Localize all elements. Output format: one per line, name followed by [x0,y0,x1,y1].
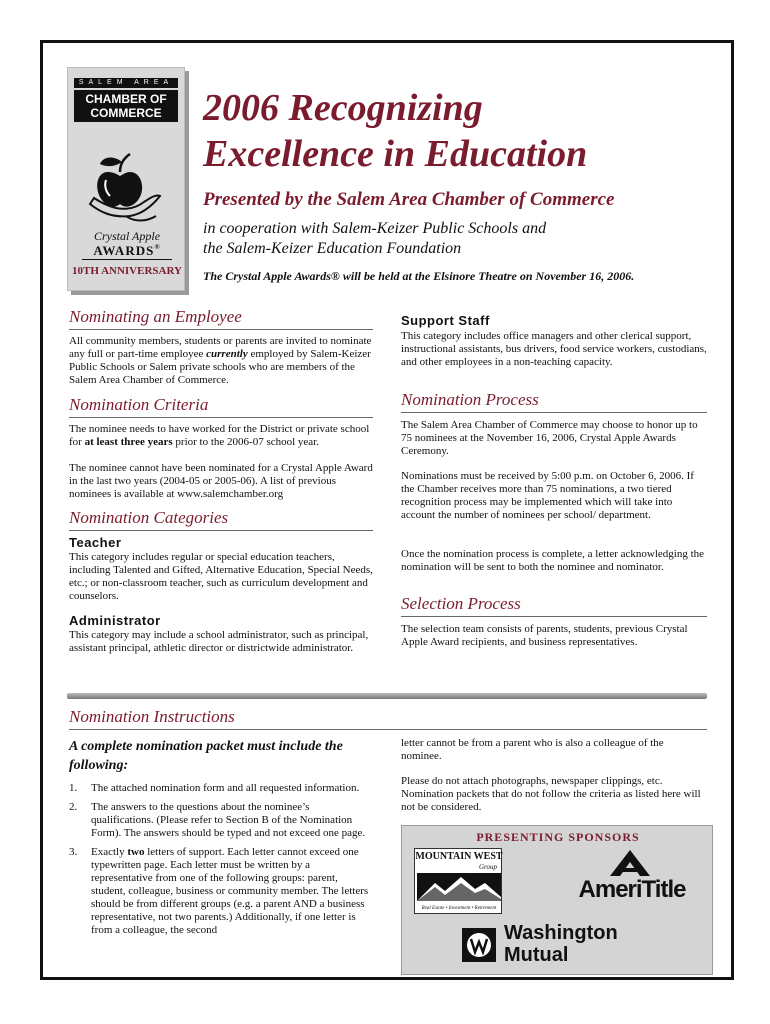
logo-registered-mark: ® [154,243,161,251]
logo-rule [82,259,172,260]
list-item-text [91,846,369,937]
mountain-icon [417,873,501,901]
criteria-text-2: The nominee cannot have been nominated for a Crystal Apple Award in the last two years (2004-05 or 2005-06). A list of previous nominees is available at www.salemchamber.org [69,462,373,500]
amerititle-logo [572,850,692,910]
categories-heading: Nomination Categories [69,508,373,531]
list-item-number: 1. [69,782,78,794]
instructions-heading: Nomination Instructions [69,707,707,730]
criteria-p1-b: prior to the 2006-07 school year. [172,436,319,448]
coop-line1: in cooperation with Salem-Keizer Public Schools and [203,220,547,237]
item-3-text-b: letters of support. Each letter cannot exceed one typewritten page. Each letter must be written by a representative from one of the following groups: parent, student, colleague, business or community member. The letters should be from different groups (e.g. a parent AND a business representative, not two parents.) Additionally, if one letter is from a colleague, the second [91,846,369,936]
mountain-west-logo [414,848,502,914]
instructions-list [69,782,369,943]
washington-mutual-icon [462,928,496,962]
teacher-text: This category includes regular or special education teachers, including Talented and Gifted, Alternative Education, Special Needs, etc.; or non-classroom teacher, such as curriculum development and counselors. [69,551,373,602]
nominating-emphasis: currently [206,348,248,360]
nominating-text-b: employed by Salem-Keizer Public Schools or Salem private schools who are members of the Salem Area Chamber of Commerce. [69,348,371,386]
mountain-west-tagline: Real Estate • Investment • Retirement [421,906,497,911]
amerititle-a-icon [610,850,650,876]
criteria-p1-a: The nominee needs to have worked for the District or private school for [69,423,370,448]
mountain-west-name: MOUNTAIN WEST [415,851,503,862]
page-frame [40,40,734,980]
cooperation-note [203,219,723,259]
washington-mutual-name [504,922,618,966]
logo-award-word [72,243,182,259]
wm-line1: Washington [504,922,618,944]
process-text-2: Nominations must be received by 5:00 p.m. on October 6, 2006. If the Chamber receives more than 75 nominations, a two tiered recognition process may be implemented which will take into account the number of nominees per school/ department. [401,470,694,521]
item-1-text: The attached nomination form and all requested information. [91,782,360,794]
venue-note: The Crystal Apple Awards® will be held at the Elsinore Theatre on November 16, 2006. [203,269,635,283]
logo-anniversary: 10TH ANNIVERSARY [72,265,182,277]
logo-award-name: Crystal Apple [93,229,161,243]
selection-text: The selection team consists of parents, students, previous Crystal Apple Award recipients, and business representatives. [401,623,688,648]
item-2-text: The answers to the questions about the nominee’s qualifications. (Please refer to Section B of the Nomination Form). The answers should be typed and not exceed one page. [91,801,366,839]
list-item-number: 2. [69,801,78,813]
title-line1: 2006 Recognizing [203,87,483,129]
teacher-heading: Teacher [69,535,122,550]
instructions-continued: letter cannot be from a parent who is also a colleague of the nominee. [401,737,664,762]
logo-top-band: SALEM AREA [74,78,178,88]
instructions-note: Please do not attach photographs, newspaper clippings, etc. Nomination packets that do not follow the criteria as listed here will not be considered. [401,775,701,813]
nominating-text-a: All community members, students or parents are invited to nominate any full or part-time employee [69,335,372,360]
page-title [203,85,723,177]
logo-chamber-name [74,90,178,122]
mountain-west-group: Group [478,863,497,871]
section-divider [67,693,707,699]
wm-line2: Mutual [504,944,569,966]
criteria-text-1 [69,423,373,449]
list-item [69,801,369,840]
process-text-3: Once the nomination process is complete, a letter acknowledging the nomination will be sent to both the nominee and nominator. [401,548,705,573]
logo-awards-text: AWARDS [93,243,155,258]
list-item [69,782,369,795]
criteria-heading: Nomination Criteria [69,395,373,418]
support-staff-text: This category includes office managers and other clerical support, instructional assistants, bus drivers, food service workers, custodians, and other employees in a non-teaching capacity. [401,330,707,368]
process-heading: Nomination Process [401,390,707,413]
apple-hand-icon [86,142,166,228]
list-item-number: 3. [69,846,78,858]
list-item-text [91,801,369,840]
administrator-text: This category may include a school administrator, such as principal, assistant principal, athletic director or districtwide administrator. [69,629,369,654]
page-subtitle: Presented by the Salem Area Chamber of Commerce [203,189,615,210]
item-3-bold: two [127,846,145,858]
list-item [69,846,369,937]
process-text-1: The Salem Area Chamber of Commerce may choose to honor up to 75 nominees at the November 16, 2006, Crystal Apple Awards Ceremony. [401,419,698,457]
list-item-text [91,782,369,795]
amerititle-name: AmeriTitle [578,876,686,903]
support-staff-heading: Support Staff [401,313,490,328]
item-3-text-a: Exactly [91,846,128,858]
washington-mutual-logo [462,922,682,970]
instructions-lead: A complete nomination packet must include the following: [69,739,343,773]
sponsors-panel [401,825,713,975]
logo-chamber-line1: CHAMBER OF [85,92,167,106]
title-line2: Excellence in Education [203,133,588,175]
selection-heading: Selection Process [401,594,707,617]
criteria-p1-bold: at least three years [84,436,173,448]
logo-chamber-line2: COMMERCE [90,106,162,120]
chamber-crystal-apple-logo [67,67,185,291]
nominating-text [69,335,373,387]
sponsors-title: PRESENTING SPONSORS [476,830,640,844]
administrator-heading: Administrator [69,613,161,628]
nominating-heading: Nominating an Employee [69,307,373,330]
coop-line2: the Salem-Keizer Education Foundation [203,240,462,257]
